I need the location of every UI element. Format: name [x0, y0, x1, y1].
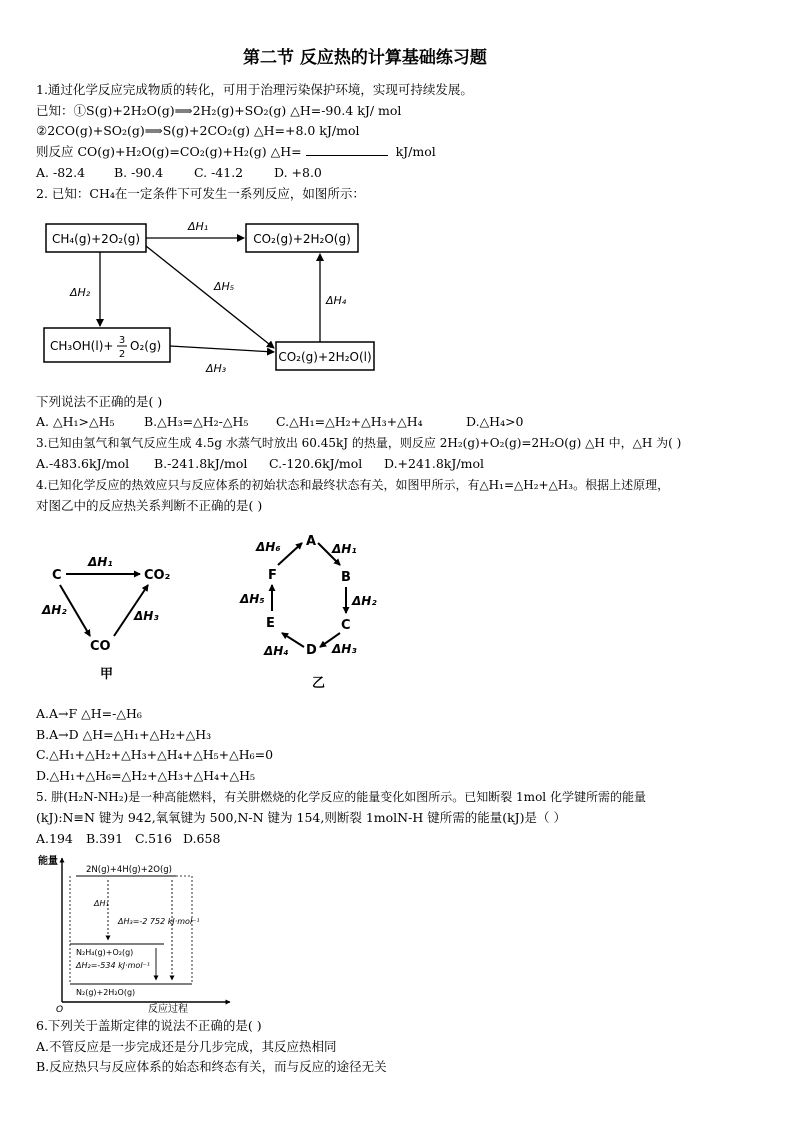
q1-ask-text: 则反应 CO(g)+H₂O(g)=CO₂(g)+H₂(g) △H= — [36, 144, 302, 159]
label-dh1: ΔH₁ — [188, 220, 209, 233]
box-ch3oh-label-a: CH₃OH(l)+ — [50, 339, 114, 353]
q5-options — [36, 831, 220, 847]
yi-caption: 乙 — [312, 676, 326, 691]
q5-option-b[interactable]: B.391 — [86, 831, 124, 846]
arrow-dh3 — [170, 346, 274, 352]
box-ch4-label: CH₄(g)+2O₂(g) — [51, 232, 141, 246]
q2-option-a[interactable]: A. △H₁>△H₅ — [36, 414, 115, 429]
yi-node-b: B — [341, 570, 351, 585]
yi-label-dh6: ΔH₆ — [256, 540, 281, 554]
q3-option-b[interactable]: B.-241.8kJ/mol — [154, 456, 248, 471]
energy-axis-label: 能量 — [38, 856, 58, 867]
label-dh5: ΔH₅ — [214, 280, 235, 293]
jia-label-dh1: ΔH₁ — [88, 555, 113, 569]
yi-node-d: D — [306, 643, 317, 658]
yi-label-dh2: ΔH₂ — [352, 594, 377, 608]
level-mid-label: N₂H₄(g)+O₂(g) — [76, 948, 134, 957]
q4-option-b[interactable]: B.A→D △H=△H₁+△H₂+△H₃ — [36, 727, 212, 742]
q2-ask: 下列说法不正确的是( ) — [36, 394, 163, 409]
yi-label-dh5: ΔH₅ — [240, 592, 265, 606]
q1-option-d[interactable]: D. +8.0 — [274, 165, 322, 180]
q3-option-a[interactable]: A.-483.6kJ/mol — [36, 456, 130, 471]
yi-node-c: C — [341, 618, 351, 633]
q5-option-a[interactable]: A.194 — [36, 831, 73, 846]
box-ch3oh-label-b: O₂(g) — [130, 339, 162, 353]
q5-energy-diagram — [36, 852, 236, 1014]
label-dh2: ΔH₂ — [70, 286, 91, 299]
q1-options — [36, 165, 322, 181]
jia-node-c: C — [52, 568, 62, 583]
q1-known-2: ②2CO(g)+SO₂(g)⟹S(g)+2CO₂(g) △H=+8.0 kJ/mol — [36, 123, 360, 138]
label-dh2: ΔH₂=-534 kJ·mol⁻¹ — [76, 961, 150, 970]
q6-stem: 6.下列关于盖斯定律的说法不正确的是( ) — [36, 1018, 262, 1033]
yi-node-a: A — [306, 534, 317, 549]
q2-stem: 2. 已知：CH₄在一定条件下可发生一系列反应，如图所示： — [36, 186, 365, 201]
q4-option-c[interactable]: C.△H₁+△H₂+△H₃+△H₄+△H₅+△H₆=0 — [36, 747, 274, 762]
q3-option-d[interactable]: D.+241.8kJ/mol — [384, 456, 484, 471]
q2-options — [36, 414, 524, 430]
q4-stem-2: 对图乙中的反应热关系判断不正确的是( ) — [36, 498, 263, 513]
q3-option-c[interactable]: C.-120.6kJ/mol — [269, 456, 363, 471]
yi-label-dh1: ΔH₁ — [332, 542, 357, 556]
q1-stem: 1.通过化学反应完成物质的转化，可用于治理污染保护环境，实现可持续发展。 — [36, 82, 473, 97]
q4-stem-1: 4.已知化学反应的热效应只与反应体系的初始状态和最终状态有关，如图甲所示，有△H₁=△H₂+△H₃。根据上述原理， — [36, 478, 670, 492]
yi-node-e: E — [266, 616, 275, 631]
q4-figure-yi — [232, 525, 382, 695]
label-dh3: ΔH₃=-2 752 kJ·mol⁻¹ — [118, 917, 200, 926]
jia-node-co2: CO₂ — [144, 568, 171, 583]
q1-option-b[interactable]: B. -90.4 — [114, 165, 164, 180]
arrow-dh5 — [146, 246, 274, 348]
q4-figure-jia — [38, 552, 188, 682]
q5-stem-1: 5. 肼(H₂N-NH₂)是一种高能燃料，有关肼燃烧的化学反应的能量变化如图所示。已知断裂 1mol 化学键所需的能量 — [36, 790, 646, 804]
box-ch3oh-frac-num: 3 — [118, 335, 126, 346]
answer-blank[interactable] — [306, 144, 388, 156]
label-dh4: ΔH₄ — [326, 294, 347, 307]
yi-label-dh3: ΔH₃ — [332, 642, 357, 656]
jia-label-dh3: ΔH₃ — [134, 609, 159, 623]
q2-option-c[interactable]: C.△H₁=△H₂+△H₃+△H₄ — [276, 414, 423, 429]
q4-option-d[interactable]: D.△H₁+△H₆=△H₂+△H₃+△H₄+△H₅ — [36, 768, 256, 783]
page-title: 第二节 反应热的计算基础练习题 — [243, 48, 487, 68]
jia-label-dh2: ΔH₂ — [42, 603, 67, 617]
q2-option-b[interactable]: B.△H₃=△H₂-△H₅ — [144, 414, 249, 429]
box-ch3oh-frac-den: 2 — [118, 349, 126, 360]
label-dh3: ΔH₃ — [206, 362, 227, 375]
q6-option-a[interactable]: A.不管反应是一步完成还是分几步完成，其反应热相同 — [36, 1039, 337, 1054]
q1-option-c[interactable]: C. -41.2 — [194, 165, 244, 180]
q3-options — [36, 456, 484, 472]
yi-arrow-dh6 — [278, 543, 302, 565]
q5-option-d[interactable]: D.658 — [183, 831, 221, 846]
yi-node-f: F — [268, 568, 277, 583]
q1-known-1: 已知：①S(g)+2H₂O(g)⟹2H₂(g)+SO₂(g) △H=-90.4 kJ/ mol — [36, 103, 402, 118]
q5-stem-2: (kJ):N≡N 键为 942,氧氧键为 500,N-N 键为 154,则断裂 1molN-H 键所需的能量(kJ)是（ ） — [36, 810, 567, 825]
level-bottom-label: N₂(g)+2H₂O(g) — [76, 988, 136, 997]
q6-option-b[interactable]: B.反应热只与反应体系的始态和终态有关，而与反应的途径无关 — [36, 1059, 387, 1074]
q2-option-d[interactable]: D.△H₄>0 — [466, 414, 524, 429]
label-dh1: ΔH₁ — [94, 899, 109, 908]
q4-option-a[interactable]: A.A→F △H=-△H₆ — [36, 706, 142, 721]
box-co2-h2o-gas-label: CO₂(g)+2H₂O(g) — [253, 232, 351, 246]
q2-reaction-diagram — [38, 212, 378, 382]
yi-label-dh4: ΔH₄ — [264, 644, 289, 658]
process-axis-label: 反应过程 — [148, 1004, 188, 1014]
q1-ask — [36, 144, 436, 160]
box-co2-h2o-liquid-label: CO₂(g)+2H₂O(l) — [278, 350, 372, 364]
q1-option-a[interactable]: A. -82.4 — [36, 165, 86, 180]
origin-label: O — [56, 1005, 64, 1014]
q5-option-c[interactable]: C.516 — [135, 831, 172, 846]
q1-ask-unit: kJ/mol — [395, 144, 436, 159]
level-top-label: 2N(g)+4H(g)+2O(g) — [86, 865, 172, 875]
q3-stem: 3.已知由氢气和氧气反应生成 4.5g 水蒸气时放出 60.45kJ 的热量，则反应 2H₂(g)+O₂(g)=2H₂O(g) △H 中，△H 为( ) — [36, 436, 682, 450]
jia-node-co: CO — [90, 639, 111, 654]
jia-caption: 甲 — [100, 667, 114, 682]
